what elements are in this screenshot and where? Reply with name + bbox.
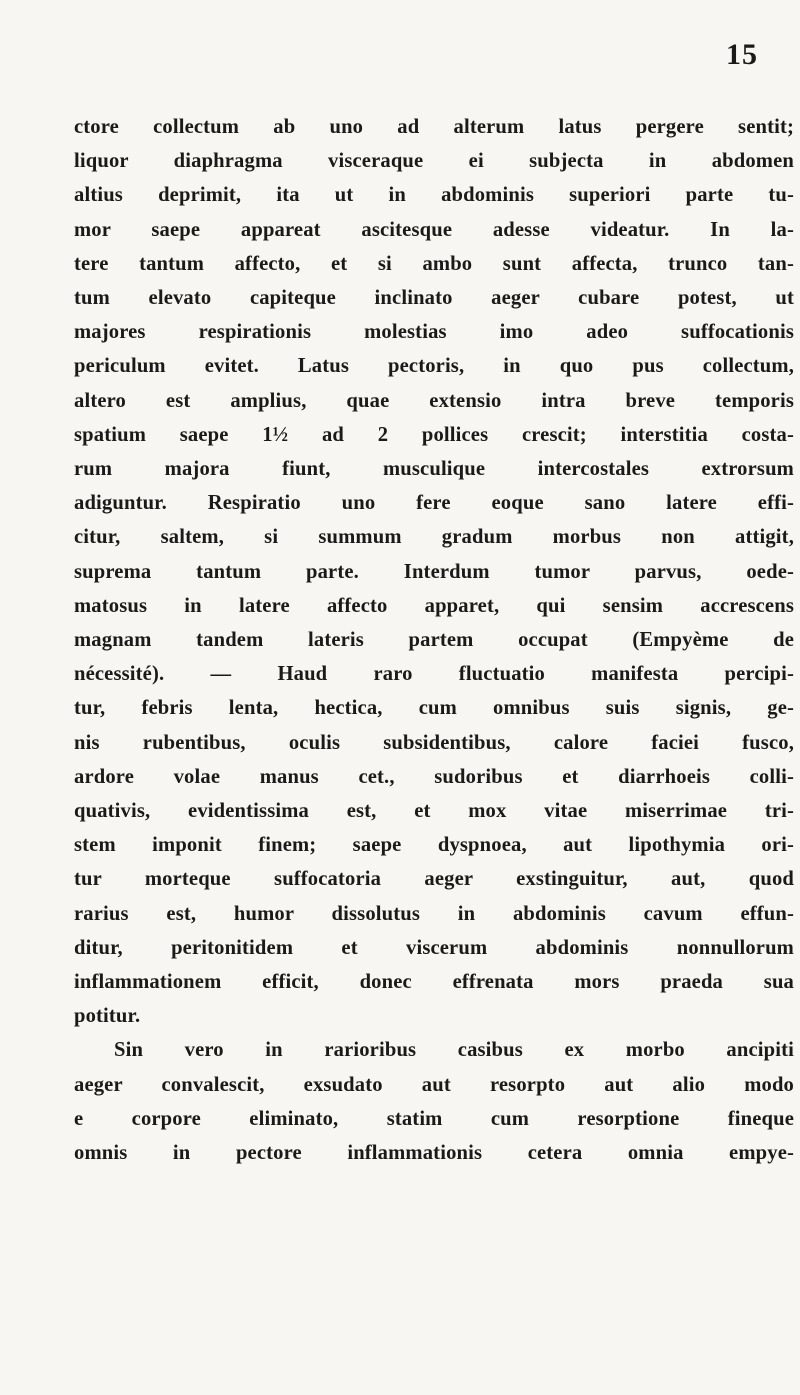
text-line: magnam tandem lateris partem occupat (Empyème de — [74, 629, 794, 652]
text-line: tum elevato capiteque inclinato aeger cubare potest, ut — [74, 287, 794, 310]
text-line: spatium saepe 1½ ad 2 pollices crescit; interstitia costa- — [74, 423, 794, 446]
text-line: mor saepe appareat ascitesque adesse videatur. In la- — [74, 218, 794, 241]
text-line: omnis in pectore inflammationis cetera omnia empye- — [74, 1142, 794, 1165]
text-line: quativis, evidentissima est, et mox vitae miserrimae tri- — [74, 800, 794, 823]
text-line: periculum evitet. Latus pectoris, in quo pus collectum, — [74, 355, 794, 378]
text-line: rarius est, humor dissolutus in abdominis cavum effun- — [74, 902, 794, 925]
paragraph-1 — [74, 110, 794, 1033]
text-line: nécessité). — Haud raro fluctuatio manifesta percipi- — [74, 663, 794, 686]
text-line: potitur. — [74, 1005, 141, 1028]
text-line: inflammationem efficit, donec effrenata mors praeda sua — [74, 971, 794, 994]
text-line: rum majora fiunt, musculique intercostales extrorsum — [74, 458, 794, 481]
text-line: citur, saltem, si summum gradum morbus non attigit, — [74, 526, 794, 549]
text-line: ctore collectum ab uno ad alterum latus pergere sentit; — [74, 116, 794, 138]
text-line: altius deprimit, ita ut in abdominis superiori parte tu- — [74, 184, 794, 207]
body-text — [74, 110, 794, 1170]
text-line: Sin vero in rarioribus casibus ex morbo ancipiti — [114, 1039, 794, 1062]
text-line: ardore volae manus cet., sudoribus et diarrhoeis colli- — [74, 765, 794, 788]
text-line: suprema tantum parte. Interdum tumor parvus, oede- — [74, 560, 794, 583]
text-line: majores respirationis molestias imo adeo suffocationis — [74, 321, 794, 344]
text-line: ditur, peritonitidem et viscerum abdominis nonnullorum — [74, 936, 794, 959]
text-line: tere tantum affecto, et si ambo sunt affecta, trunco tan- — [74, 252, 794, 275]
text-line: stem imponit finem; saepe dyspnoea, aut lipothymia ori- — [74, 834, 794, 857]
page-number: 15 — [726, 38, 758, 71]
text-line: nis rubentibus, oculis subsidentibus, calore faciei fusco, — [74, 731, 794, 754]
text-line: tur, febris lenta, hectica, cum omnibus suis signis, ge- — [74, 697, 794, 720]
text-line: aeger convalescit, exsudato aut resorpto aut alio modo — [74, 1073, 794, 1096]
text-line: adiguntur. Respiratio uno fere eoque sano latere effi- — [74, 492, 794, 515]
paragraph-2 — [74, 1033, 794, 1170]
text-line: e corpore eliminato, statim cum resorptione finеque — [74, 1107, 794, 1130]
text-line: liquor diaphragma visceraque ei subjecta in abdomen — [74, 150, 794, 173]
text-line: altero est amplius, quae extensio intra breve temporis — [74, 389, 794, 412]
text-line: tur morteque suffocatoria aeger exstinguitur, aut, quod — [74, 868, 794, 891]
text-line: matosus in latere affecto apparet, qui sensim accrescens — [74, 594, 794, 617]
